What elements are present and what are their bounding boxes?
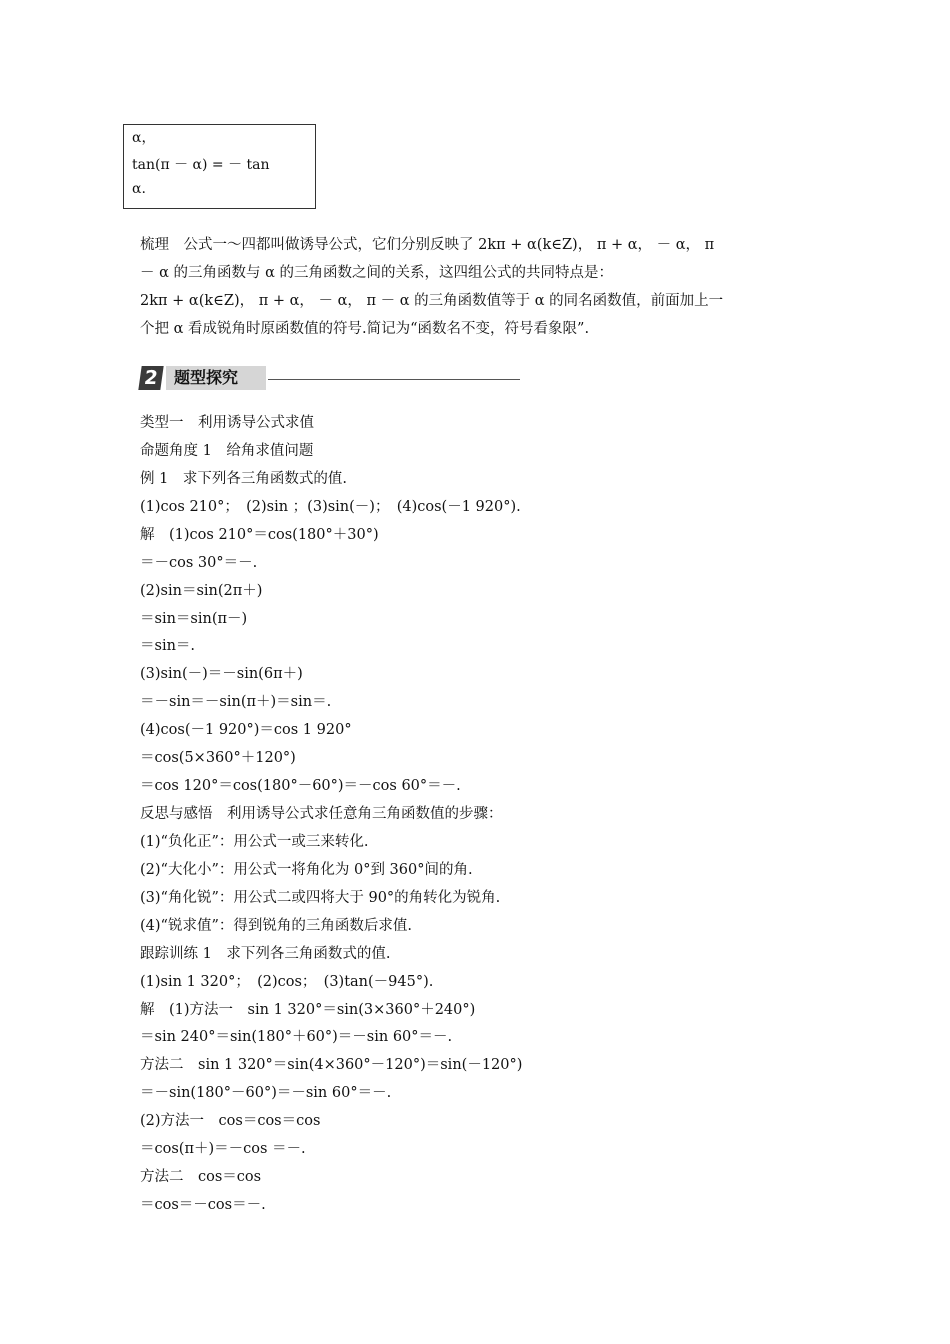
body-line: ＝－cos 30°＝－. — [140, 555, 258, 571]
body-line: ＝sin 240°＝sin(180°＋60°)＝－sin 60°＝－. — [140, 1029, 453, 1045]
section-title: 题型探究 — [166, 366, 266, 390]
body-line: (3)sin(－)＝－sin(6π＋) — [140, 666, 303, 682]
section-number: 2 — [138, 366, 163, 390]
body-line: ＝cos＝－cos＝－. — [140, 1197, 266, 1213]
body-line: 方法二 cos＝cos — [140, 1169, 262, 1185]
body-line: (1)sin 1 320°； (2)cos； (3)tan(－945°). — [140, 974, 434, 990]
body-line: 反思与感悟 利用诱导公式求任意角三角函数值的步骤： — [140, 806, 503, 822]
body-line: 解 (1)方法一 sin 1 320°＝sin(3×360°＋240°) — [140, 1002, 476, 1018]
formula-line: α. — [132, 181, 146, 197]
summary-line: 2kπ + α(k∈Z)， π + α， － α， π － α 的三角函数值等于 α 的同名函数值，前面加上一 — [140, 293, 724, 309]
section-header — [140, 366, 520, 392]
body-line: (2)“大化小”：用公式一将角化为 0°到 360°间的角. — [140, 862, 473, 878]
body-line: 方法二 sin 1 320°＝sin(4×360°－120°)＝sin(－120°) — [140, 1057, 523, 1073]
summary-paragraph — [140, 231, 812, 343]
formula-line: tan(π － α) = － tan — [132, 157, 270, 173]
body-line: 例 1 求下列各三角函数式的值. — [140, 471, 347, 487]
body-line: 命题角度 1 给角求值问题 — [140, 443, 314, 459]
body-line: 跟踪训练 1 求下列各三角函数式的值. — [140, 946, 391, 962]
body-line: ＝cos 120°＝cos(180°－60°)＝－cos 60°＝－. — [140, 778, 461, 794]
body-line: (4)cos(－1 920°)＝cos 1 920° — [140, 722, 352, 738]
formula-line: α， — [132, 130, 156, 146]
formula-box — [123, 124, 316, 209]
summary-line: 个把 α 看成锐角时原函数值的符号.简记为“函数名不变，符号看象限”. — [140, 321, 590, 337]
body-line: ＝cos(π＋)＝－cos ＝－. — [140, 1141, 306, 1157]
body-line: (4)“锐求值”：得到锐角的三角函数后求值. — [140, 918, 412, 934]
body-line: ＝cos(5×360°＋120°) — [140, 750, 296, 766]
body-line: ＝sin＝sin(π－) — [140, 611, 248, 627]
body-line: 解 (1)cos 210°＝cos(180°＋30°) — [140, 527, 379, 543]
summary-line: 梳理 公式一～四都叫做诱导公式，它们分别反映了 2kπ + α(k∈Z)， π + α， － α， π — [140, 237, 715, 253]
body-line: (2)方法一 cos＝cos＝cos — [140, 1113, 321, 1129]
body-line: (2)sin＝sin(2π＋) — [140, 583, 263, 599]
section-divider — [268, 379, 520, 380]
body-line: ＝－sin(180°－60°)＝－sin 60°＝－. — [140, 1085, 392, 1101]
body-line: ＝－sin＝－sin(π＋)＝sin＝. — [140, 694, 332, 710]
body-line: 类型一 利用诱导公式求值 — [140, 415, 314, 431]
summary-line: － α 的三角函数与 α 的三角函数之间的关系，这四组公式的共同特点是： — [140, 265, 614, 281]
body-line: (3)“角化锐”：用公式二或四将大于 90°的角转化为锐角. — [140, 890, 501, 906]
body-line: (1)“负化正”：用公式一或三来转化. — [140, 834, 369, 850]
body-line: (1)cos 210°； (2)sin ；(3)sin(－)； (4)cos(－1 920°). — [140, 499, 521, 515]
body-line: ＝sin＝. — [140, 638, 196, 654]
